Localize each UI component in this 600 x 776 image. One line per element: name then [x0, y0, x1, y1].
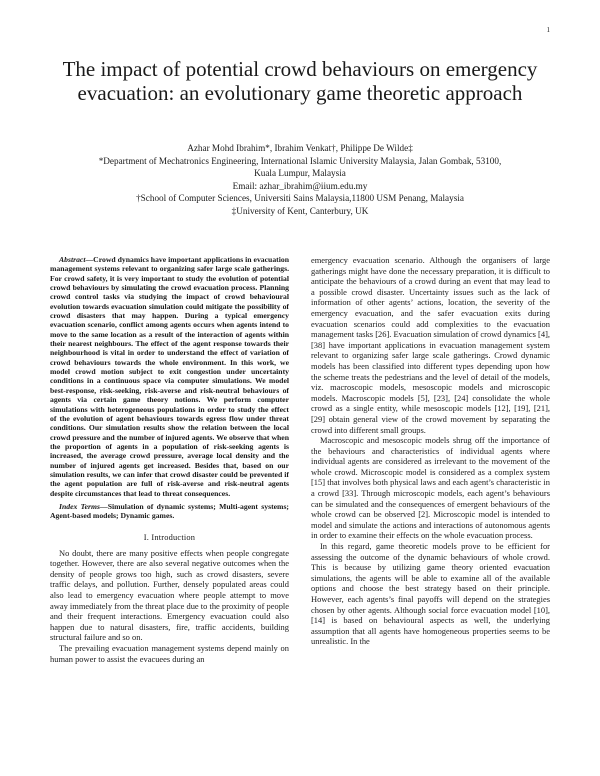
affiliation-kent: ‡University of Kent, Canterbury, UK — [231, 205, 369, 216]
author-block — [50, 142, 550, 217]
left-column — [50, 255, 289, 664]
intro-paragraph: The prevailing evacuation management systems depend mainly on human power to assist the evacuees during an — [50, 642, 289, 664]
page-number: 1 — [546, 26, 550, 34]
index-terms-lead: Index Terms — [59, 501, 101, 511]
section-heading-introduction: I. Introduction — [143, 532, 196, 542]
affiliation-usm: †School of Computer Sciences, Universiti Sains Malaysia,11800 USM Penang, Malaysia — [136, 193, 464, 203]
introduction-body — [50, 548, 289, 665]
index-terms-body: —Simulation of dynamic systems; Multi-agent systems; Agent-based models; Dynamic games. — [50, 501, 289, 521]
body-paragraph: In this regard, game theoretic models prove to be efficient for assessing the outcome of the dynamic behaviours of whole crowd. This is because by utilizing game theory oriented evacuation simulations, the agents will be able to examine all of the available options and choose the best strategy based on their principle. However, each agents’s final payoffs will depend on the strategies chosen by other agents. Although social force evacuation model [10], [14] is based on behavioural aspects as well, the underlying assumption that all agents have homogeneous properties seems to be unrealistic. In the — [311, 541, 550, 647]
contact-email: Email: azhar_ibrahim@iium.edu.my — [232, 180, 368, 191]
abstract-lead: Abstract — [59, 255, 86, 264]
body-paragraph: emergency evacuation scenario. Although the organisers of large gatherings might have done the necessary preparation, it is difficult to anticipate the behaviours of a crowd during an event that may lead to a possible crowd disaster. Uncertainty issues such as the lack of information of other agents’ actions, location, the severity of the emergency evacuation, and the safer evacuation exits during evacuation scenarios could add complexities to the evacuation management tasks [26]. Evacuation simulation of crowd dynamics [4], [38] have important applications in evacuation management system relevant to organizing safer large scale gatherings. Crowd dynamic models has been classified into different types depending upon how the scheme treats the pedestrians and the level of detail of the models, viz. macroscopic models, mesoscopic models and microscopic models. Macroscopic models [5], [23], [24] consolidate the whole crowd as a single entity, while mesoscopic models [12], [19], [21], [29] obtain general view of the crowd movement by separating the crowd into different small groups. — [311, 255, 550, 435]
author-names: Azhar Mohd Ibrahim*, Ibrahim Venkat†, Philippe De Wilde‡ — [187, 143, 413, 153]
intro-paragraph: No doubt, there are many positive effects when people congregate together. However, there are also several negative outcomes when the density of people grows too high, such as crowd disasters, severe traffic delays, and pollution. Further, densely populated areas could also lead to emergency evacuation where people attempt to move away immediately from the threat place due to the proximity of people and their frequent interactions. Emergency evacuation could also happen due to natural disasters, fire, traffic accidents, building structural failure and so on. — [50, 547, 289, 643]
index-terms — [50, 502, 289, 521]
affiliation-iium: *Department of Mechatronics Engineering, International Islamic University Malaysia, Jalan Gombak, 53100, — [98, 155, 502, 166]
affiliation-iium-city: Kuala Lumpur, Malaysia — [254, 168, 346, 178]
abstract — [50, 255, 289, 498]
body-paragraph: Macroscopic and mesoscopic models shrug off the importance of the behaviours and characteristics of individual agents where individual agents are considered as irrelevant to the movement of the whole crowd. Microscopic model is considered as a complex system [15] that involves both physical laws and each agent’s characteristic in a crowd [33]. Through microscopic models, each agent’s behaviours can be simulated and the consequences of emergent behaviours of the whole crowd can be observed [2]. Microscopic model is intended to model and simulate the actions and interactions of autonomous agents in order to examine their effects on the whole evacuation process. — [311, 435, 550, 541]
right-column — [311, 255, 550, 647]
paper-title: The impact of potential crowd behaviours on emergency evacuation: an evolutionary game theoretic approach — [62, 57, 538, 105]
abstract-body: —Crowd dynamics have important applications in evacuation management systems relevant to organizing safer large scale gatherings. For crowd safety, it is very important to study the evolution of potential crowd behaviours by simulating the crowd evacuation process. Planning crowd control tasks via studying the impact of crowd behavioural evolution towards evacuation simulation could mitigate the possibility of crowd disasters that may happen. During a typical emergency evacuation scenario, conflict among agents occurs when agents intend to move to the same location as a result of the interaction of agents within their nearest neighbours. The effect of the agent response towards their neighbourhood is vital in order to understand the effect of variation of crowd behaviours towards the whole environment. In this work, we model crowd motion subject to exit congestion under uncertainty conditions in a continuous space via computer simulations. We model best-response, risk-seeking, risk-averse and risk-neutral behaviours of agents via certain game theory notions. We perform computer simulations with heterogeneous populations in order to study the effect of the evolution of agent behaviours towards egress flow under threat conditions. Our simulation results show the relation between the local crowd pressure and the number of injured agents. We observe that when the proportion of agents in a population of risk-seeking agents is increased, the average crowd pressure, average local density and the number of injured agents get increased. Besides that, based on our simulation results, we can infer that crowd disaster could be prevented if the agent population are full of risk-averse and risk-neutral agents despite circumstances that lead to threat consequences. — [50, 255, 289, 498]
abstract-text — [50, 255, 289, 498]
